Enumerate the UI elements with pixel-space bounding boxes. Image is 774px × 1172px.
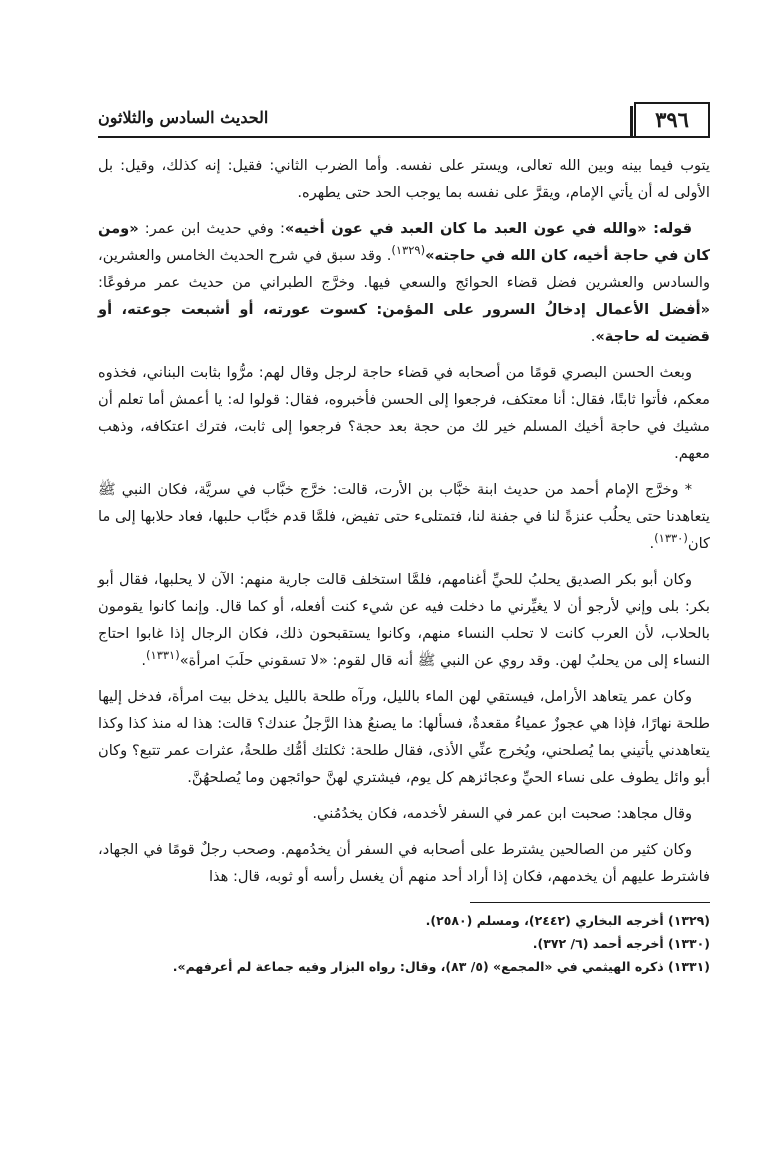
footnote-ref: (١٣٣١) — [146, 648, 180, 663]
body-text — [98, 152, 710, 890]
footnote-ref: (١٣٣٠) — [654, 531, 688, 546]
paragraph: * وخرَّج الإمام أحمد من حديث ابنة خبَّاب بن الأرت، قالت: خرَّج خبَّاب في سريَّة، فكان النبي ﷺ يتعاهدنا حتى يحلُب عنزةً لنا في جفنة لنا، فتمتلىء حتى تفيض، فلمَّا قدم خبَّاب حلبها، فعاد حلابها إلى ما كان$^{(١٣٣٠)}$. — [98, 481, 710, 552]
quoted-hadith: قوله: «والله في عون العبد ما كان العبد في عون أخيه» — [284, 220, 692, 237]
paragraph: وبعث الحسن البصري قومًا من أصحابه في قضاء حاجة لرجل وقال لهم: مرُّوا بثابت البناني، فخذوه معكم، فأتوا ثابتًا، فقال: أنا معتكف، فرجعوا إلى الحسن فأخبروه، فقال: قولوا له: يا أعمش أما تعلم أن مشيك في حاجة أخيك المسلم خير لك من حجة بعد حجة؟ فرجعوا إلى ثابت، فترك اعتكافه، وذهب معهم. — [98, 364, 710, 462]
paragraph: وكان كثير من الصالحين يشترط على أصحابه في السفر أن يخدُمهم. وصحب رجلٌ قومًا في الجهاد، فاشترط عليهم أن يخدمهم، فكان إذا أراد أحد منهم أن يغسل رأسه أو ثوبه، قال: هذا — [98, 841, 710, 885]
paragraph: وقال مجاهد: صحبت ابن عمر في السفر لأخدمه، فكان يخدُمُني. — [312, 805, 692, 822]
paragraph: قوله: «والله في عون العبد ما كان العبد في عون أخيه»: وفي حديث ابن عمر: «ومن كان في حاجة أخيه، كان الله في حاجته»$^{(١٣٢٩)}$. وقد سبق في شرح الحديث الخامس والعشرين، والسادس والعشرين فضل قضاء الحوائج والسعي فيها. وخرَّج الطبراني من حديث عمر مرفوعًا: «أفضل الأعمال إدخالُ السرور على المؤمن: كسوت عورته، أو أشبعت جوعته، أو قضيت له حاجة». — [98, 220, 710, 345]
quoted-hadith: «أفضل الأعمال إدخالُ السرور على المؤمن: كسوت عورته، أو أشبعت جوعته، أو قضيت له حاجة» — [98, 301, 710, 345]
paragraph: وكان أبو بكر الصديق يحلبُ للحيِّ أغنامهم، فلمَّا استخلف قالت جارية منهم: الآن لا يحلبها، فقال أبو بكر: بلى وإني لأرجو أن لا يغيِّرني ما دخلت فيه عن شيء كنت أفعله، أو كما قال. وإنما كانوا يقومون بالحلاب، لأن العرب كانت لا تحلب النساء منهم، وكانوا يستقبحون ذلك، فكان الرجال إذا غابوا احتاج النساء إلى من يحلبُ لهن. وقد روي عن النبي ﷺ أنه قال لقوم: «لا تسقوني حلَبَ امرأة»$^{(١٣٣١)}$. — [98, 571, 710, 669]
paragraph: يتوب فيما بينه وبين الله تعالى، ويستر على نفسه. وأما الضرب الثاني: فقيل: إنه كذلك، وقيل: بل الأولى له أن يأتي الإمام، ويقرَّ على نفسه بما يوجب الحد حتى يطهره. — [98, 157, 710, 201]
paragraph: وكان عمر يتعاهد الأرامل، فيستقي لهن الماء بالليل، ورآه طلحة بالليل يدخل بيت امرأة، فدخل إليها طلحة نهارًا، فإذا هي عجوزٌ عمياءُ مقعدةٌ، فسألها: ما يصنعُ هذا الرَّجلُ عندك؟ قالت: هذا له منذ كذا وكذا يتعاهدني يأتيني بما يُصلحني، ويُخرج عنِّي الأذى، فقال طلحة: ثكلتك أمُّك طلحةُ، عثرات عمر تتبع؟ وكان أبو وائل يطوف على نساء الحيِّ وعجائزهم كل يوم، فيشتري لهنَّ حوائجهن وما يُصلحهُنَّ. — [98, 688, 710, 786]
footnotes — [98, 909, 710, 978]
page-header — [98, 96, 710, 138]
page-number: ٣٩٦ — [634, 102, 710, 136]
footnote: (١٣٣٠) أخرجه أحمد (٦/ ٣٧٢). — [532, 936, 710, 951]
footnote: (١٣٣١) ذكره الهيثمي في «المجمع» (٥/ ٨٣)، وقال: رواه البزار وفيه جماعة لم أعرفهم». — [172, 959, 710, 974]
running-title: الحديث السادس والثلاثون — [98, 108, 269, 127]
quoted-hadith: «ومن كان في حاجة أخيه، كان الله في حاجته» — [98, 220, 710, 264]
footnote-separator — [470, 902, 710, 903]
footnote-ref: (١٣٢٩) — [391, 243, 426, 258]
book-page — [98, 96, 710, 978]
footnote: (١٣٢٩) أخرجه البخاري (٢٤٤٢)، ومسلم (٢٥٨٠). — [425, 913, 710, 928]
